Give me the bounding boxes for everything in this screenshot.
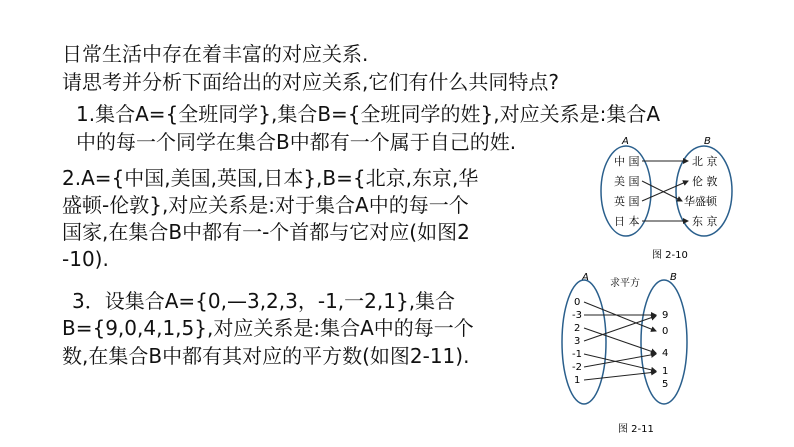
- figure2-set-a-ellipse: [562, 280, 606, 404]
- figure-2-10: [596, 134, 736, 264]
- figure2-map-label: 求平方: [610, 278, 640, 289]
- figure2-set-a-label: A: [582, 272, 589, 283]
- figure2-left-3: 2: [574, 323, 581, 334]
- intro-line-1: 日常生活中存在着丰富的对应关系.: [62, 42, 369, 66]
- item3-line-1: 3．设集合A={0,—3,2,3，-1,一2,1},集合: [72, 289, 456, 313]
- figure1-caption: 图 2-10: [652, 250, 688, 261]
- item1-line-2: 中的每一个同学在集合B中都有一个属于自己的姓.: [76, 130, 517, 154]
- figure2-left-7: 1: [574, 375, 581, 386]
- figure2-left-4: 3: [574, 336, 581, 347]
- figure2-right-3: 4: [662, 348, 669, 359]
- figure2-left-5: -1: [572, 349, 582, 360]
- figure2-left-6: -2: [572, 362, 582, 373]
- figure2-right-1: 9: [662, 310, 669, 321]
- figure1-set-b-label: B: [704, 136, 711, 147]
- item2-line-1: 2.A={中国,美国,英国,日本},B={北京,东京,华: [62, 166, 479, 190]
- figure2-left-2: -3: [572, 310, 582, 321]
- figure1-left-1: 中 国: [614, 155, 640, 168]
- figure1-right-2: 伦 敦: [692, 175, 718, 188]
- figure1-right-3: 华盛顿: [684, 195, 717, 208]
- figure2-right-2: 0: [662, 326, 669, 337]
- item2-line-3: 国家,在集合B中都有一-个首都与它对应(如图2: [62, 220, 470, 244]
- figure2-arrow-3-to-9: [584, 316, 656, 341]
- figure2-right-5: 5: [662, 379, 669, 390]
- figure2-set-b-label: B: [670, 272, 677, 283]
- item3-line-2: B={9,0,4,1,5},对应关系是:集合A中的每一个: [62, 316, 474, 340]
- figure-2-11: [560, 270, 710, 442]
- figure1-left-3: 英 国: [614, 195, 640, 208]
- item1-line-1: 1.集合A={全班同学},集合B={全班同学的姓},对应关系是:集合A: [76, 102, 661, 126]
- figure1-right-4: 东 京: [692, 215, 718, 228]
- figure2-arrow-neg1-to-1: [584, 354, 656, 371]
- figure2-left-1: 0: [574, 297, 581, 308]
- intro-line-2: 请思考并分析下面给出的对应关系,它们有什么共同特点?: [62, 70, 559, 94]
- figure1-right-1: 北 京: [692, 155, 718, 168]
- figure2-arrow-neg2-to-4: [584, 354, 656, 367]
- figure2-caption: 图 2-11: [618, 424, 654, 435]
- item2-line-2: 盛顿-伦敦},对应关系是:对于集合A中的每一个: [62, 193, 469, 217]
- figure1-left-4: 日 本: [614, 215, 640, 228]
- figure1-set-a-label: A: [622, 136, 629, 147]
- item3-line-3: 数,在集合B中都有其对应的平方数(如图2-11).: [62, 344, 470, 368]
- figure1-left-2: 美 国: [614, 175, 640, 188]
- item2-line-4: -10).: [62, 247, 109, 271]
- figure2-right-4: 1: [662, 366, 669, 377]
- figure2-arrow-2-to-4: [584, 328, 656, 353]
